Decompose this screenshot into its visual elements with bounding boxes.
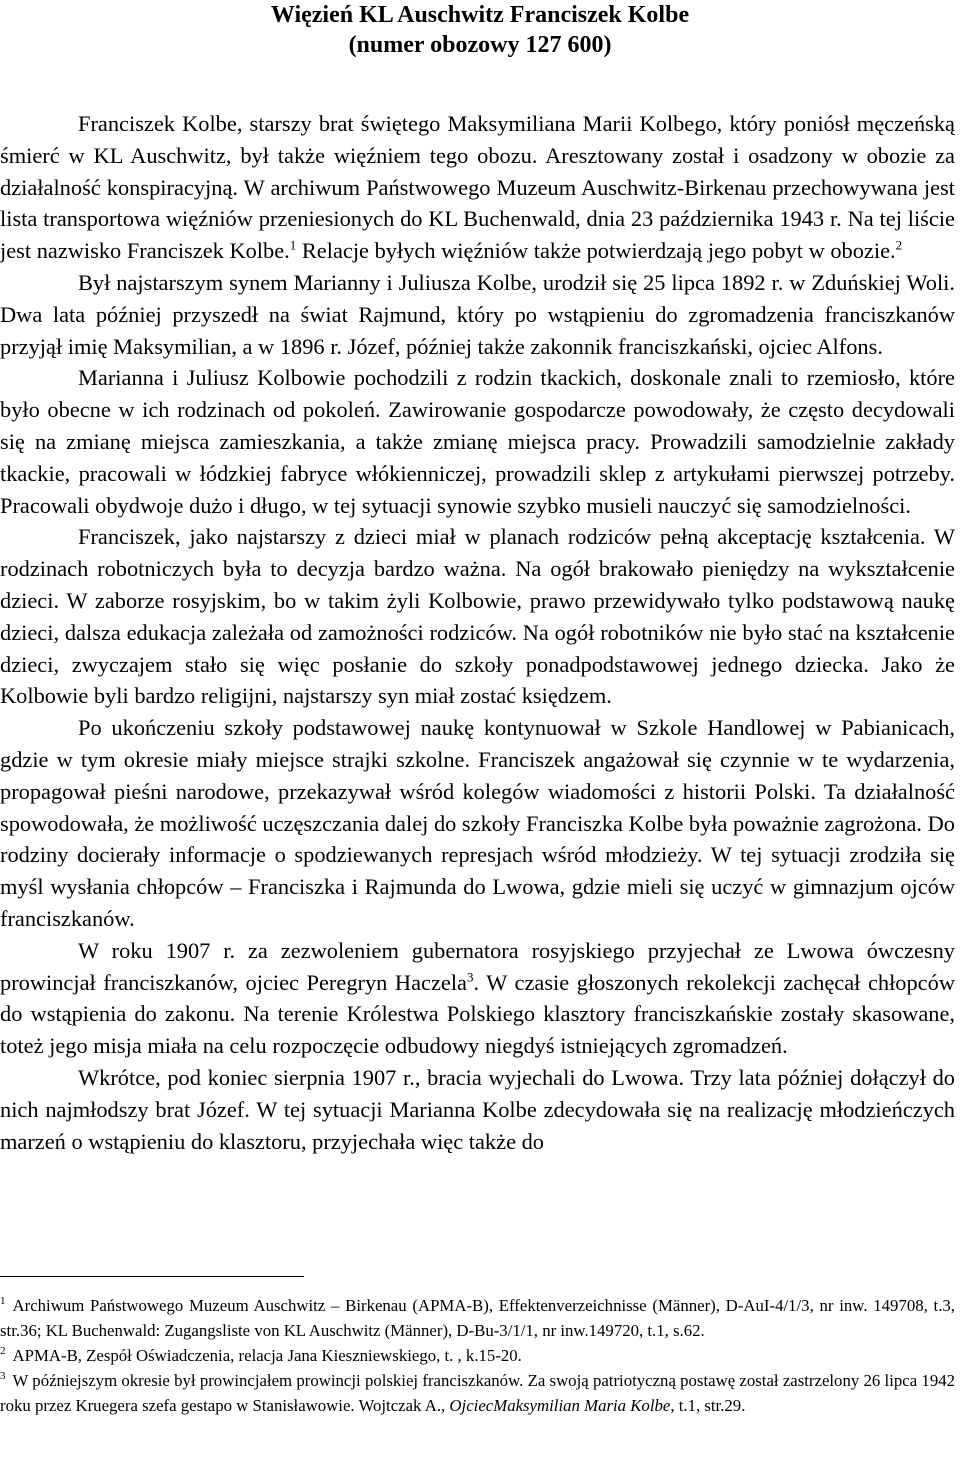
paragraph-text: Franciszek Kolbe, starszy brat świętego Maksymiliana Marii Kolbego, który poniósł męczeńską śmierć w KL Auschwitz, był także więźniem tego obozu. Aresztowany został i osadzony w obozie za działalność konspiracyjną. W archiwum Państwowego Muzeum Auschwitz-Birkenau przechowywana jest lista transportowa więźniów przeniesionych do KL Buchenwald, dnia 23 października 1943 r. Na tej liście jest nazwisko Franciszek Kolbe. [0, 111, 955, 264]
paragraph-text: . W czasie głoszonych rekolekcji zachęcał chłopców do wstąpienia do zakonu. Na terenie Królestwa Polskiego klasztory franciszkańskie zostały skasowane, toteż jego misja miała na celu rozpoczęcie odbudowy niegdyś istniejących zgromadzeń. [0, 969, 955, 1059]
paragraph: Marianna i Juliusz Kolbowie pochodzili z rodzin tkackich, doskonale znali to rzemiosło, które było obecne w ich rodzinach od pokoleń. Zawirowanie gospodarcze powodowały, że często decydowali się na zmianę miejsca zamieszkania, a także zmianę miejsca pracy. Prowadzili samodzielnie zakłady tkackie, pracowali w łódzkiej fabryce włókienniczej, prowadzili sklep z artykułami pierwszej potrzeby. Pracowali obydwoje dużo i długo, w tej sytuacji synowie szybko musieli nauczyć się samodzielności. [0, 365, 955, 518]
footnote-number: 2 [0, 1345, 6, 1358]
footnote [0, 1368, 955, 1418]
footnote-separator [0, 1276, 304, 1277]
footnote-text-tail: , t.1, str.29. [670, 1396, 746, 1415]
paragraph: Po ukończeniu szkoły podstawowej naukę kontynuował w Szkole Handlowej w Pabianicach, gdzie w tym okresie miały miejsce strajki szkolne. Franciszek angażował się czynnie w te wydarzenia, propagował pieśni narodowe, przekazywał wśród kolegów wiadomości z historii Polski. Ta działalność spowodowała, że możliwość uczęszczania dalej do szkoły Franciszka Kolbe była poważnie zagrożona. Do rodziny docierały informacje o spodziewanych represjach wśród młodzieży. W tej sytuacji zrodziła się myśl wysłania chłopców – Franciszka i Rajmunda do Lwowa, gdzie mieli się uczyć w gimnazjum ojców franciszkanów. [0, 715, 955, 931]
document-title [0, 0, 960, 60]
footnote-italic-title: OjciecMaksymilian Maria Kolbe [449, 1396, 671, 1415]
paragraph [0, 935, 955, 1062]
footnote-number: 3 [0, 1370, 6, 1383]
paragraph: Franciszek, jako najstarszy z dzieci miał w planach rodziców pełną akceptację kształcenia. W rodzinach robotniczych była to decyzja bardzo ważna. Na ogół brakowało pieniędzy na wykształcenie dzieci. W zaborze rosyjskim, bo w takim żyli Kolbowie, prawo przewidywało tylko podstawową naukę dzieci, dalsza edukacja zależała od zamożności rodziców. Na ogół robotników nie było stać na kształcenie dzieci, zwyczajem stało się więc posłanie do szkoły ponadpodstawowej jednego dziecka. Jako że Kolbowie byli bardzo religijni, najstarszy syn miał zostać księdzem. [0, 524, 955, 709]
paragraph-text: W roku 1907 r. za zezwoleniem gubernatora rosyjskiego przyjechał ze Lwowa ówczesny prowincjał franciszkanów, ojciec Peregryn Haczela [0, 937, 955, 995]
paragraph: Wkrótce, pod koniec sierpnia 1907 r., bracia wyjechali do Lwowa. Trzy lata później dołączył do nich najmłodszy brat Józef. W tej sytuacji Marianna Kolbe zdecydowała się na realizację młodzieńczych marzeń o wstąpieniu do klasztoru, przyjechała więc także do [0, 1064, 955, 1154]
footnote-number: 1 [0, 1295, 6, 1308]
footnote-ref: 2 [895, 237, 903, 253]
footnote [0, 1343, 955, 1368]
footnote-text: Archiwum Państwowego Muzeum Auschwitz – Birkenau (APMA-B), Effektenverzeichnisse (Männer), D-AuI-4/1/3, nr inw. 149708, t.3, str.36; KL Buchenwald: Zugangsliste von KL Auschwitz (Männer), D-Bu-3/1/1, nr inw.149720, t.1, s.62. [0, 1296, 955, 1340]
paragraph-text: Relacje byłych więźniów także potwierdzają jego pobyt w obozie. [296, 238, 896, 264]
footnotes [0, 1293, 955, 1418]
footnote-text: APMA-B, Zespół Oświadczenia, relacja Jana Kieszniewskiego, t. , k.15-20. [12, 1346, 522, 1365]
title-line-2: (numer obozowy 127 600) [348, 32, 612, 58]
document-body [0, 108, 955, 1157]
footnote-text: W późniejszym okresie był prowincjałem prowincji polskiej franciszkanów. Za swoją patriotyczną postawę został zastrzelony 26 lipca 1942 roku przez Kruegera szefa gestapo w Stanisławowie. Wojtczak A., [0, 1371, 955, 1415]
paragraph: Był najstarszym synem Marianny i Juliusza Kolbe, urodził się 25 lipca 1892 r. w Zduńskiej Woli. Dwa lata później przyszedł na świat Rajmund, który po wstąpieniu do zgromadzenia franciszkanów przyjął imię Maksymilian, a w 1896 r. Józef, później także zakonnik franciszkański, ojciec Alfons. [0, 269, 955, 359]
footnote-ref: 1 [289, 237, 297, 253]
paragraph [0, 108, 955, 267]
title-line-1: Więzień KL Auschwitz Franciszek Kolbe [270, 2, 690, 28]
footnote [0, 1293, 955, 1343]
footnote-ref: 3 [467, 969, 474, 985]
